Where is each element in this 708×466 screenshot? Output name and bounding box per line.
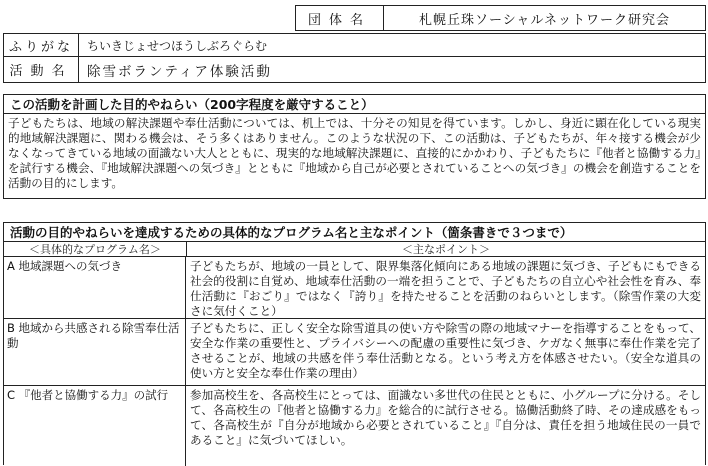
point-col-header: ＜主なポイント＞ bbox=[402, 243, 490, 256]
org-name-cell bbox=[383, 5, 706, 31]
purpose-heading-text: この活動を計画した目的やねらい（ bbox=[10, 97, 211, 112]
furigana-value-cell bbox=[78, 33, 706, 57]
furigana-label-cell bbox=[3, 33, 79, 57]
programs-section bbox=[3, 222, 706, 465]
purpose-body: 子どもたちは、地域の解決課題や奉仕活動については、机上では、十分その知見を得ています。しかし、身近に顕在化している現実的地域解決課題に、関わる機会は、そう多くはありません。このような状況の下、この活動は、子どもたちが、年々接する機会が少なくなってきている地域の面識ない大人とともに、現実的な地域解決課題に、直接的にかかわり、子どもたちに『他者と協働する力』を試行する機会、『地域解決課題への気づき』とともに『地域から自己が必要とされていることへの気づき』の機会を創造することを活動の目的にします。 bbox=[8, 116, 701, 190]
purpose-heading-end: ） bbox=[361, 97, 374, 112]
purpose-section bbox=[3, 94, 706, 199]
furigana-label: ふりがな bbox=[8, 39, 73, 55]
programs-heading: 活動の目的やねらいを達成するための具体的なプログラム名と主なポイント（箇条書きで３つまで） bbox=[4, 223, 705, 242]
program-point: 参加高校生を、各高校生にとっては、面識ない多世代の住民とともに、小グループに分ける。そして、各高校生の『他者と協働する力』を総合的に試行させる。協働活動終了時、その達成感をもって、各高校生が『自分が地域から必要とされていること』『自分は、責任を担う地域住民の一員であること』に気づいてほしい。 bbox=[190, 388, 701, 447]
program-name-col-header: ＜具体的なプログラム名＞ bbox=[4, 242, 187, 256]
activity-label-cell bbox=[3, 56, 79, 83]
table-row bbox=[4, 257, 705, 319]
programs-table-head bbox=[4, 242, 705, 257]
program-name: B 地域から共感される除雪奉仕活動 bbox=[4, 319, 186, 385]
activity-value-cell bbox=[78, 56, 706, 83]
table-row bbox=[4, 319, 705, 386]
org-label: 団体名 bbox=[307, 12, 371, 28]
program-point: 子どもたちに、正しく安全な除雪道具の使い方や除雪の際の地域マナーを指導することをもって、安全な作業の重要性と、プライバシーへの配慮の重要性に気づき、ケガなく無事に奉仕作業を完了させることが、地域の共感を伴う奉仕活動となる。という考え方を体感させたい。（安全な道具の使い方と安全な奉仕作業の理由） bbox=[190, 321, 701, 380]
purpose-heading bbox=[4, 95, 705, 114]
table-row bbox=[4, 386, 705, 466]
org-name: 札幌丘珠ソーシャルネットワーク研究会 bbox=[418, 12, 671, 28]
program-name: C 『他者と協働する力』の試行 bbox=[4, 386, 186, 466]
purpose-heading-bold: 200字程度を厳守すること bbox=[210, 97, 362, 112]
program-point: 子どもたちが、地域の一員として、限界集落化傾向にある地域の課題に気づき、子どもにもできる社会的役割に自覚め、地域奉仕活動の一端を担うことで、子どもたちの自立心や社会性を育み、奉仕活動に『おごり』ではなく『誇り』を持たせることを活動のねらいとします。（除雪作業の大変さに気付くこと） bbox=[190, 259, 701, 318]
program-name: A 地域課題への気づき bbox=[4, 257, 186, 318]
activity-label: 活動名 bbox=[9, 64, 73, 79]
activity-value: 除雪ボランティア体験活動 bbox=[87, 63, 272, 80]
org-label-cell bbox=[295, 5, 384, 31]
furigana-value: ちいきじょせつほうしぶろぐらむ bbox=[87, 38, 268, 53]
